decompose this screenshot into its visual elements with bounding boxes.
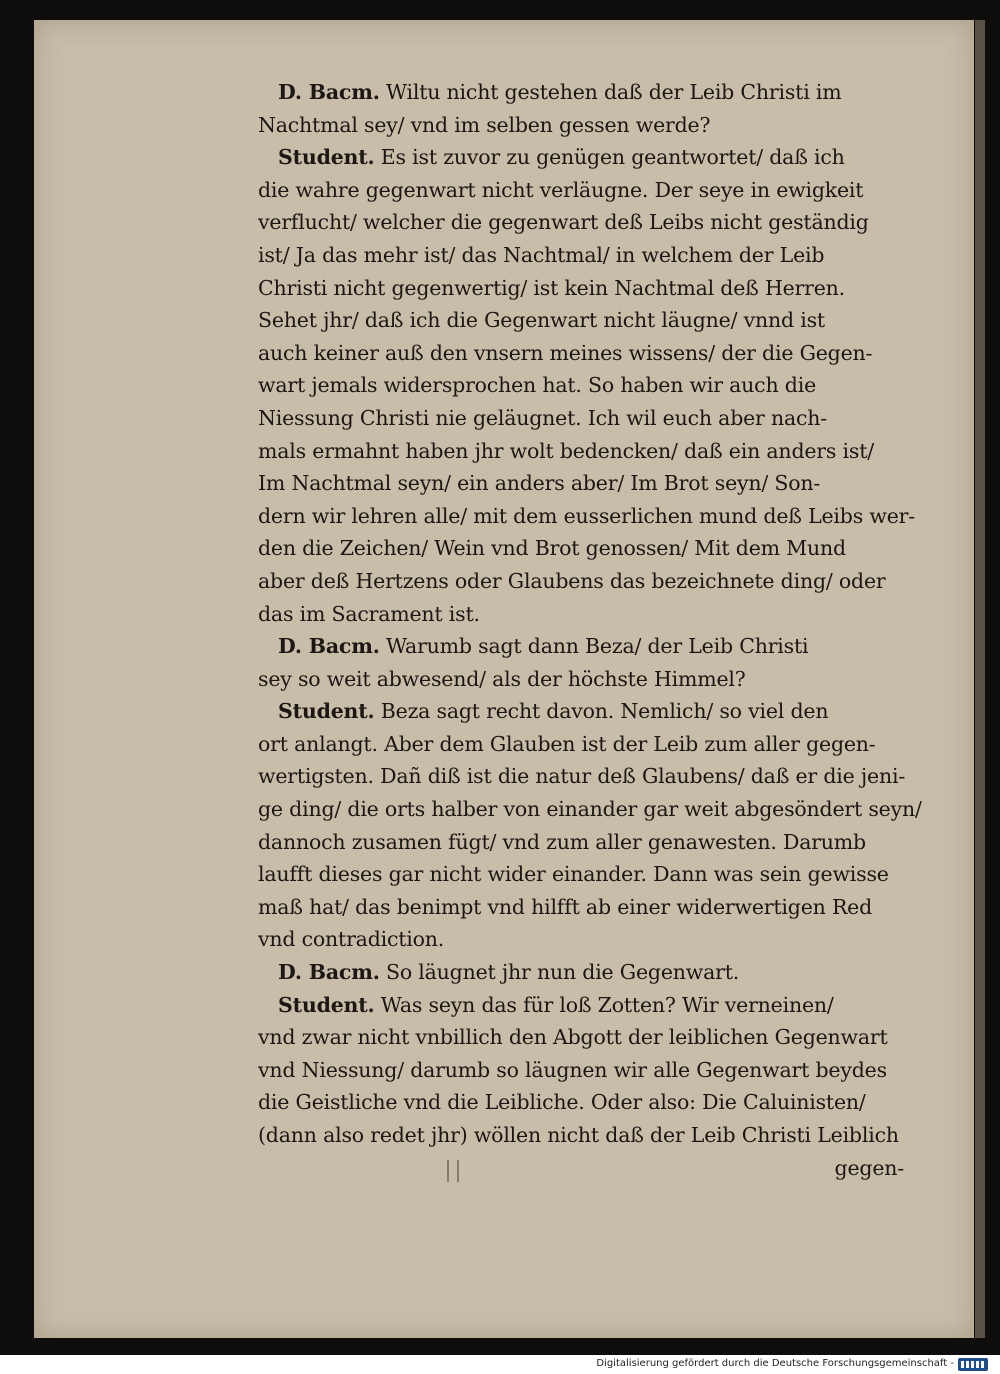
text-line bbox=[258, 1119, 958, 1152]
text-line bbox=[258, 76, 958, 109]
line-text: vnd contradiction. bbox=[258, 927, 445, 952]
speaker-label: Student. bbox=[278, 992, 375, 1017]
text-line bbox=[258, 337, 958, 370]
text-line bbox=[258, 174, 958, 207]
funding-credit: Digitalisierung gefördert durch die Deutsche Forschungsgemeinschaft - bbox=[596, 1358, 954, 1369]
binding-mark bbox=[447, 1160, 459, 1182]
catchword: gegen- bbox=[834, 1155, 904, 1180]
line-text: mals ermahnt haben jhr wolt bedencken/ daß ein anders ist/ bbox=[258, 438, 874, 463]
line-text: das im Sacrament ist. bbox=[258, 601, 480, 626]
page-edge bbox=[975, 20, 985, 1338]
line-text: wart jemals widersprochen hat. So haben wir auch die bbox=[258, 373, 816, 398]
line-text: vnd zwar nicht vnbillich den Abgott der leiblichen Gegenwart bbox=[258, 1025, 888, 1050]
text-line bbox=[258, 663, 958, 696]
line-text: Was seyn das für loß Zotten? Wir verneinen/ bbox=[374, 992, 834, 1017]
line-text: die wahre gegenwart nicht verläugne. Der seye in ewigkeit bbox=[258, 177, 864, 202]
speaker-label: D. Bacm. bbox=[278, 80, 380, 104]
text-line bbox=[258, 923, 958, 956]
text-line bbox=[258, 760, 958, 793]
text-line bbox=[258, 793, 958, 826]
line-text: auch keiner auß den vnsern meines wissens/ der die Gegen- bbox=[258, 340, 873, 365]
line-text: Niessung Christi nie geläugnet. Ich wil euch aber nach- bbox=[258, 405, 827, 430]
line-text: Sehet jhr/ daß ich die Gegenwart nicht läugne/ vnnd ist bbox=[258, 308, 825, 333]
text-line bbox=[258, 989, 958, 1022]
speaker-label: D. Bacm. bbox=[278, 960, 380, 985]
line-text: maß hat/ das benimpt vnd hilfft ab einer widerwertigen Red bbox=[258, 894, 873, 919]
line-text: Im Nachtmal seyn/ ein anders aber/ Im Brot seyn/ Son- bbox=[258, 471, 821, 496]
document-text bbox=[258, 76, 958, 1184]
text-line bbox=[258, 141, 958, 174]
text-line bbox=[258, 402, 958, 435]
line-text: Wiltu nicht gestehen daß der Leib Christi im bbox=[379, 80, 842, 104]
line-text: Es ist zuvor zu genügen geantwortet/ daß ich bbox=[374, 145, 845, 170]
text-line bbox=[258, 304, 958, 337]
line-text: dern wir lehren alle/ mit dem eusserlichen mund deß Leibs wer- bbox=[258, 503, 915, 528]
text-line bbox=[258, 1086, 958, 1119]
line-text: Beza sagt recht davon. Nemlich/ so viel den bbox=[374, 699, 829, 724]
text-line bbox=[258, 500, 958, 533]
text-line bbox=[258, 891, 958, 924]
line-text: Warumb sagt dann Beza/ der Leib Christi bbox=[379, 634, 809, 659]
line-text: ort anlangt. Aber dem Glauben ist der Leib zum aller gegen- bbox=[258, 731, 876, 756]
text-line bbox=[258, 826, 958, 859]
line-text: laufft dieses gar nicht wider einander. Dann was sein gewisse bbox=[258, 862, 889, 887]
footer bbox=[0, 1356, 1000, 1374]
text-line bbox=[258, 467, 958, 500]
speaker-label: D. Bacm. bbox=[278, 634, 380, 659]
line-text: die Geistliche vnd die Leibliche. Oder also: Die Caluinisten/ bbox=[258, 1090, 866, 1115]
line-text: ge ding/ die orts halber von einander gar weit abgesöndert seyn/ bbox=[258, 797, 922, 822]
line-text: Nachtmal sey/ vnd im selben gessen werde? bbox=[258, 112, 711, 137]
line-text: wertigsten. Dañ diß ist die natur deß Glaubens/ daß er die jeni- bbox=[258, 764, 906, 789]
line-text: aber deß Hertzens oder Glaubens das bezeichnete ding/ oder bbox=[258, 568, 886, 593]
text-line bbox=[258, 956, 958, 989]
text-line bbox=[258, 272, 958, 305]
line-text: den die Zeichen/ Wein vnd Brot genossen/ Mit dem Mund bbox=[258, 536, 846, 561]
line-text: dannoch zusamen fügt/ vnd zum aller genawesten. Darumb bbox=[258, 829, 866, 854]
text-line bbox=[258, 598, 958, 631]
line-text: vnd Niessung/ darumb so läugnen wir alle Gegenwart beydes bbox=[258, 1057, 887, 1082]
text-line bbox=[258, 239, 958, 272]
line-text: So läugnet jhr nun die Gegenwart. bbox=[379, 960, 740, 985]
text-line bbox=[258, 532, 958, 565]
dfg-logo-icon bbox=[958, 1358, 988, 1371]
speaker-label: Student. bbox=[278, 145, 375, 170]
text-line bbox=[258, 109, 958, 142]
line-text: (dann also redet jhr) wöllen nicht daß der Leib Christi Leiblich bbox=[258, 1123, 899, 1147]
text-line bbox=[258, 369, 958, 402]
text-line bbox=[258, 1021, 958, 1054]
line-text: ist/ Ja das mehr ist/ das Nachtmal/ in welchem der Leib bbox=[258, 242, 825, 267]
text-line bbox=[258, 630, 958, 663]
speaker-label: Student. bbox=[278, 699, 375, 724]
text-line bbox=[258, 565, 958, 598]
line-text: verflucht/ welcher die gegenwart deß Leibs nicht geständig bbox=[258, 210, 869, 235]
line-text: Christi nicht gegenwertig/ ist kein Nachtmal deß Herren. bbox=[258, 275, 846, 300]
text-line bbox=[258, 728, 958, 761]
text-line bbox=[258, 1054, 958, 1087]
text-line bbox=[258, 695, 958, 728]
text-line bbox=[258, 435, 958, 468]
text-line bbox=[258, 858, 958, 891]
line-text: sey so weit abwesend/ als der höchste Himmel? bbox=[258, 666, 746, 691]
text-line bbox=[258, 206, 958, 239]
